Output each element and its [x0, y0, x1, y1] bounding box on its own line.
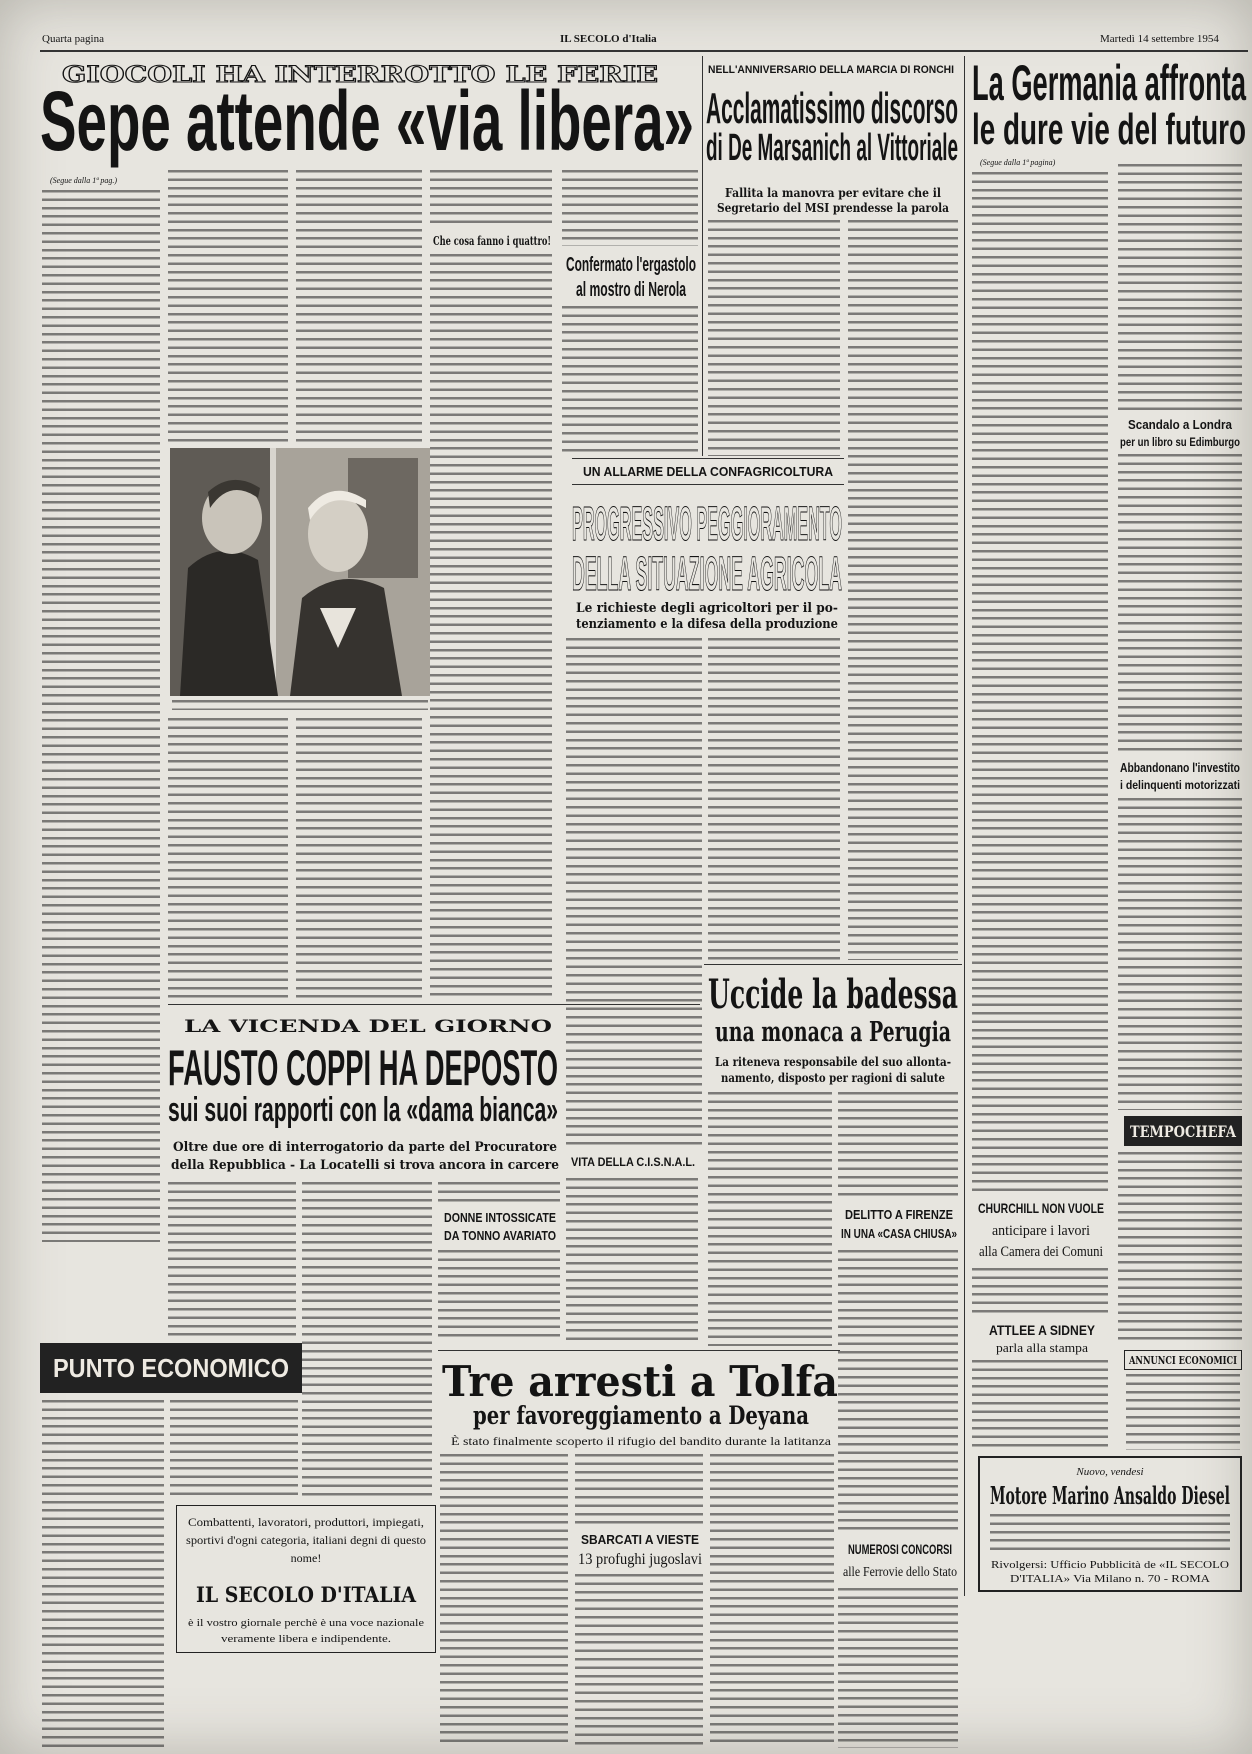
promo-content — [177, 1506, 435, 1652]
tolfa-headline-2 — [440, 1400, 842, 1432]
section-rule — [704, 964, 962, 965]
quattro-subhead — [430, 230, 554, 250]
article-text-column — [708, 220, 840, 456]
confagri-kicker-text: UN ALLARME DELLA CONFAGRICOLTURA — [583, 464, 834, 479]
tonno-line1: DONNE INTOSSICATE — [444, 1210, 557, 1225]
article-text-column — [1118, 798, 1242, 1110]
uccide-sub-1: La riteneva responsabile del suo allonta- — [715, 1055, 952, 1069]
abbandonano-line1: Abbandonano l'investito — [1120, 760, 1241, 775]
sepe-kicker-text: GIOCOLI HA INTERROTTO LE FERIE — [62, 62, 658, 88]
tonno-headline — [438, 1206, 562, 1246]
article-text-column — [972, 1360, 1108, 1448]
attlee-headline — [976, 1320, 1108, 1356]
coppi-subhead — [168, 1136, 562, 1174]
article-text-column — [575, 1454, 703, 1524]
promo-body1: è il vostro giornale perchè è una voce nazionale — [188, 1617, 425, 1629]
churchill-line1: CHURCHILL NON VUOLE — [978, 1200, 1104, 1216]
uccide-subhead — [706, 1052, 960, 1088]
coppi-sub-1: Oltre due ore di interrogatorio da parte del Procuratore — [173, 1140, 557, 1155]
article-text-column — [562, 306, 698, 454]
germania-headline-1 — [972, 56, 1250, 112]
article-text-column — [168, 1182, 296, 1336]
vieste-line1: SBARCATI A VIESTE — [581, 1532, 700, 1547]
coppi-headline-1-text: FAUSTO COPPI HA DEPOSTO — [168, 1040, 558, 1090]
churchill-headline — [974, 1196, 1108, 1264]
germania-continued: (Segue dalla 1ª pagina) — [980, 158, 1056, 167]
uccide-sub-2: namento, disposto per ragioni di salute — [721, 1071, 946, 1085]
confagri-sub-1: Le richieste degli agricoltori per il po- — [576, 601, 838, 616]
marsanich-subhead — [708, 184, 958, 216]
coppi-kicker-text: LA VICENDA DEL GIORNO — [184, 1017, 553, 1037]
uccide-headline-1-text: Uccide la badessa — [708, 971, 958, 1016]
article-text-column — [1118, 454, 1242, 752]
quattro-subhead-text: Che cosa fanno i quattro! — [433, 234, 551, 248]
coppi-kicker — [176, 1012, 560, 1038]
confagri-headline-2 — [570, 544, 844, 596]
tonno-line2: DA TONNO AVARIATO — [444, 1228, 556, 1243]
confagri-headline-1-text: PROGRESSIVO PEGGIORAMENTO — [572, 498, 842, 546]
tempo-title — [1124, 1116, 1242, 1146]
tolfa-headline-1 — [440, 1356, 842, 1402]
promo-body2: veramente libera e indipendente. — [221, 1633, 392, 1645]
classifieds-text — [1126, 1374, 1240, 1450]
column-rule — [702, 56, 703, 456]
article-text-column — [562, 170, 698, 246]
tolfa-sub: È stato finalmente scoperto il rifugio del bandito durante la latitanza — [451, 1434, 832, 1448]
marsanich-sub-1: Fallita la manovra per evitare che il — [725, 186, 942, 200]
punto-economico-box — [40, 1343, 302, 1393]
promo-title: IL SECOLO D'ITALIA — [196, 1582, 417, 1607]
photo-caption — [172, 700, 428, 710]
article-text-column — [566, 1178, 698, 1342]
promo-line2: sportivi d'ogni categoria, italiani degni di questo — [186, 1533, 426, 1547]
promo-line3: nome! — [290, 1551, 322, 1565]
page-number: Quarta pagina — [42, 33, 104, 45]
article-text-column — [708, 638, 840, 960]
photo-two-men — [170, 448, 430, 696]
confagri-kicker — [572, 460, 844, 482]
marsanich-kicker — [706, 60, 958, 78]
article-text-column — [1118, 1152, 1242, 1344]
cisnal-headline — [566, 1152, 700, 1172]
article-text-column — [838, 1588, 958, 1748]
concorsi-headline — [840, 1536, 960, 1582]
germania-headline-2 — [972, 106, 1250, 152]
marsanich-headline-2 — [706, 128, 960, 170]
vieste-headline — [575, 1528, 705, 1570]
uccide-headline-1 — [706, 968, 960, 1016]
column-rule — [964, 56, 965, 1596]
coppi-headline-2 — [168, 1090, 562, 1132]
masthead-rule — [40, 50, 1248, 52]
sepe-kicker — [62, 58, 662, 88]
tempo-box — [1124, 1116, 1242, 1146]
article-text-column — [848, 220, 958, 960]
annunci-title-text: ANNUNCI ECONOMICI — [1128, 1354, 1237, 1367]
confagri-rule-top — [572, 458, 844, 459]
delitto-line2: IN UNA «CASA CHIUSA» — [841, 1226, 957, 1241]
ad-body-text — [990, 1514, 1230, 1554]
abbandonano-headline — [1118, 756, 1242, 794]
confagri-headline-2-text: DELLA SITUAZIONE AGRICOLA — [572, 548, 842, 596]
sepe-headline — [40, 86, 698, 170]
ad-box — [978, 1456, 1242, 1592]
attlee-line1: ATTLEE A SIDNEY — [989, 1322, 1096, 1338]
article-text-column — [838, 1250, 958, 1532]
scandalo-line1: Scandalo a Londra — [1128, 417, 1233, 432]
article-text-column — [1118, 164, 1242, 410]
coppi-headline-1 — [168, 1038, 562, 1090]
sepe-headline-text: Sepe attende «via libera» — [40, 86, 694, 168]
article-text-column — [296, 170, 422, 442]
marsanich-headline-1-text: Acclamatissimo discorso — [706, 84, 958, 130]
article-text-column — [296, 718, 422, 1000]
ad-title: Motore Marino Ansaldo Diesel — [990, 1481, 1230, 1510]
punto-economico-text: PUNTO ECONOMICO — [53, 1353, 289, 1383]
sepe-continued: (Segue dalla 1ª pag.) — [50, 176, 118, 185]
article-text-column — [972, 172, 1108, 1192]
article-text-column — [438, 1250, 560, 1342]
article-text-column — [708, 1092, 832, 1346]
scandalo-headline — [1118, 413, 1242, 451]
germania-headline-2-text: le dure vie del futuro — [972, 106, 1246, 152]
article-text-column — [430, 170, 552, 228]
ad-contact-1: Rivolgersi: Ufficio Pubblicità de «IL SECOLO — [991, 1560, 1229, 1571]
uccide-headline-2-text: una monaca a Perugia — [715, 1017, 951, 1048]
ad-contact-2: D'ITALIA» Via Milano n. 70 - ROMA — [1010, 1574, 1212, 1585]
marsanich-headline-1 — [706, 82, 960, 130]
cisnal-title: VITA DELLA C.I.S.N.A.L. — [571, 1155, 695, 1169]
nerola-line2: al mostro di Nerola — [576, 279, 687, 301]
concorsi-line1: NUMEROSI CONCORSI — [848, 1541, 952, 1557]
marsanich-headline-2-text: di De Marsanich al Vittoriale — [706, 128, 958, 169]
article-text-column — [42, 190, 160, 1242]
vieste-line2: 13 profughi jugoslavi — [578, 1551, 703, 1568]
tolfa-headline-1-text: Tre arresti a Tolfa — [442, 1357, 838, 1402]
ad-kicker: Nuovo, vendesi — [1076, 1466, 1144, 1478]
scandalo-line2: per un libro su Edimburgo — [1120, 435, 1240, 449]
article-text-column — [710, 1454, 834, 1748]
article-text-column — [438, 1182, 560, 1204]
coppi-headline-2-text: sui suoi rapporti con la «dama bianca» — [168, 1091, 558, 1129]
nerola-line1: Confermato l'ergastolo — [566, 254, 696, 276]
promo-box — [176, 1505, 436, 1653]
delitto-headline — [838, 1202, 960, 1244]
section-rule — [438, 1350, 840, 1351]
confagri-rule-bottom — [572, 484, 844, 485]
article-text-column — [168, 170, 288, 442]
article-text-column — [430, 254, 552, 999]
article-text-column — [575, 1574, 703, 1748]
article-text-column — [302, 1182, 432, 1500]
abbandonano-line2: i delinquenti motorizzati — [1120, 778, 1240, 792]
article-text-column — [168, 718, 288, 1000]
confagri-sub-2: tenziamento e la difesa della produzione — [576, 617, 838, 632]
tempo-title-text: TEMPOCHEFA — [1130, 1122, 1237, 1141]
concorsi-line2: alle Ferrovie dello Stato — [843, 1565, 957, 1580]
germania-headline-1-text: La Germania affronta — [972, 56, 1247, 111]
tolfa-headline-2-text: per favoreggiamento a Deyana — [473, 1401, 809, 1430]
nerola-headline — [564, 250, 698, 304]
article-text-column — [440, 1454, 568, 1748]
tolfa-subhead — [440, 1432, 842, 1450]
article-text-column — [972, 1268, 1108, 1318]
article-text-column — [42, 1400, 164, 1748]
uccide-headline-2 — [706, 1014, 960, 1050]
article-text-column — [170, 1400, 298, 1498]
paper-name: IL SECOLO d'Italia — [560, 33, 657, 45]
annunci-title — [1125, 1351, 1241, 1369]
delitto-line1: DELITTO A FIRENZE — [845, 1207, 954, 1222]
attlee-line2: parla alla stampa — [996, 1340, 1089, 1355]
marsanich-sub-2: Segretario del MSI prendesse la parola — [717, 201, 950, 215]
confagri-headline-1 — [570, 494, 844, 546]
marsanich-kicker-text: NELL'ANNIVERSARIO DELLA MARCIA DI RONCHI — [708, 64, 954, 76]
issue-date: Martedì 14 settembre 1954 — [1100, 33, 1219, 45]
article-text-column — [838, 1092, 958, 1200]
annunci-box — [1124, 1350, 1242, 1370]
churchill-line3: alla Camera dei Comuni — [979, 1244, 1103, 1260]
churchill-line2: anticipare i lavori — [992, 1223, 1090, 1239]
confagri-subhead — [570, 598, 844, 632]
coppi-sub-2: della Repubblica - La Locatelli si trova ancora in carcere — [171, 1158, 559, 1173]
article-text-column — [566, 638, 702, 1148]
punto-economico-title — [40, 1343, 302, 1393]
promo-line1: Combattenti, lavoratori, produttori, impiegati, — [188, 1515, 424, 1529]
